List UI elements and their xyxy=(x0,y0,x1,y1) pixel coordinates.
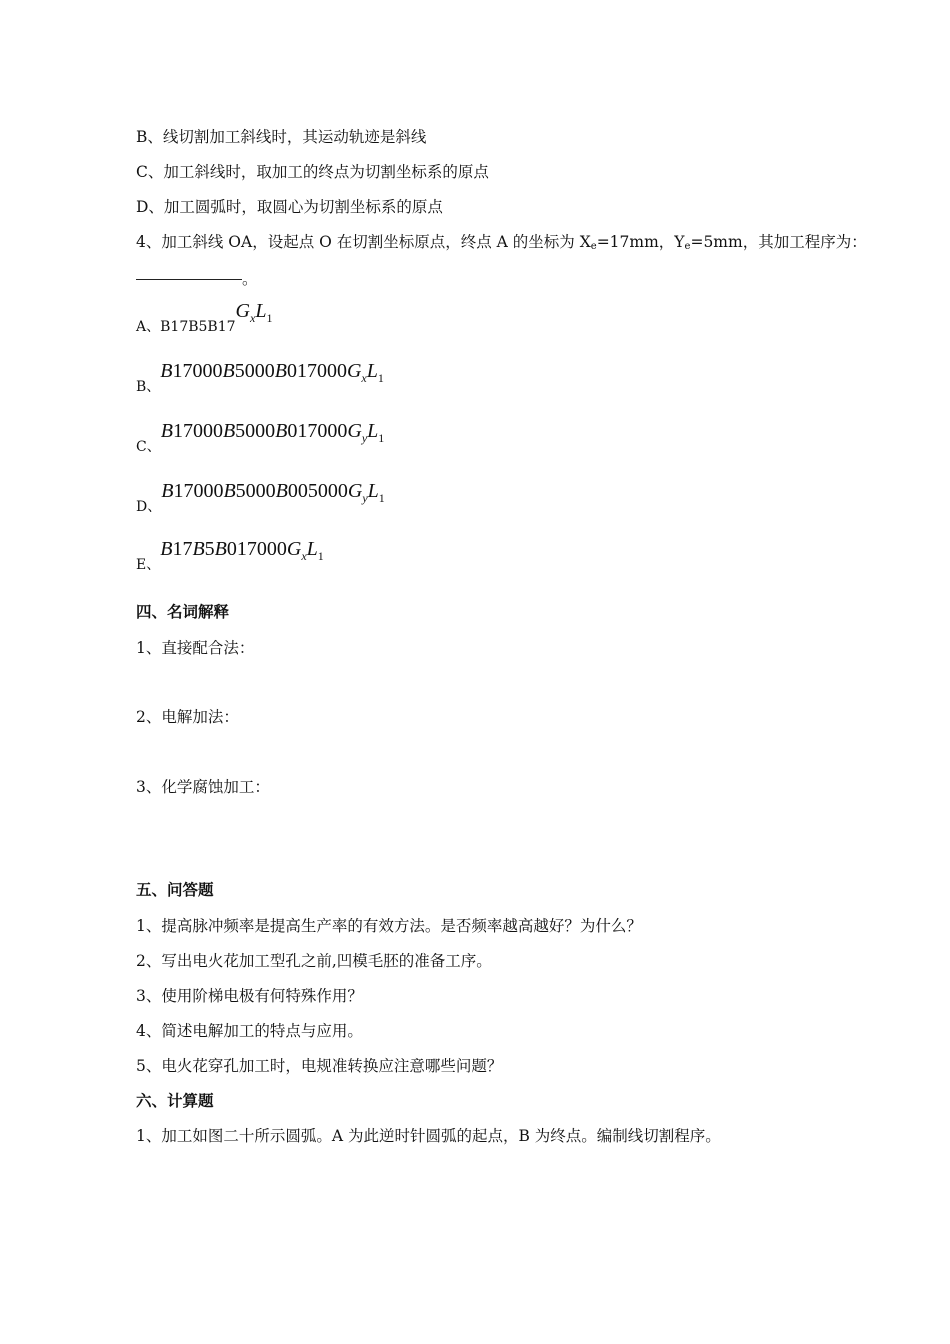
g-subscript: x xyxy=(249,311,256,325)
option-b-text: B、线切割加工斜线时，其运动轨迹是斜线 xyxy=(136,128,427,146)
q4-option-c xyxy=(136,420,385,455)
calc-item-1: 1、加工如图二十所示圆弧。A 为此逆时针圆弧的起点，B 为终点。编制线切割程序。 xyxy=(136,1127,721,1145)
option-c-text: C、加工斜线时，取加工的终点为切割坐标系的原点 xyxy=(136,163,489,181)
question-4-sub-1: e xyxy=(590,241,597,252)
answer-blank-end: 。 xyxy=(242,270,258,288)
q4-option-b xyxy=(136,360,384,395)
q4-option-c-label: C、 xyxy=(136,439,161,455)
q4-option-a xyxy=(136,300,273,335)
q4-option-c-formula: $B17000B5000B017000G_yL_1$ xyxy=(160,420,385,445)
section-4-heading: 四、名词解释 xyxy=(136,603,230,621)
qa-item-5: 5、电火花穿孔加工时，电规准转换应注意哪些问题？ xyxy=(136,1057,503,1075)
q4-option-e-label: E、 xyxy=(136,557,161,573)
question-4-text-2: =17mm，Y xyxy=(596,233,685,251)
section-5-heading: 五、问答题 xyxy=(136,881,214,899)
question-4-text-3: =5mm，其加工程序为： xyxy=(690,233,867,251)
qa-item-2: 2、写出电火花加工型孔之前,凹模毛胚的准备工序。 xyxy=(136,952,492,970)
section-6-heading: 六、计算题 xyxy=(136,1092,214,1110)
q4-option-a-formula xyxy=(235,300,273,325)
q4-option-a-prefix: B17B5B17 xyxy=(160,319,236,335)
question-4-text-1: 4、加工斜线 OA，设起点 O 在切割坐标原点，终点 A 的坐标为 X xyxy=(136,233,591,251)
q4-option-a-label: A、 xyxy=(136,319,161,335)
question-4 xyxy=(136,232,867,257)
question-4-sub-2: e xyxy=(684,241,691,252)
g-symbol: G xyxy=(235,300,250,322)
option-d-text: D、加工圆弧时，取圆心为切割坐标系的原点 xyxy=(136,198,443,216)
qa-item-4: 4、简述电解加工的特点与应用。 xyxy=(136,1022,363,1040)
qa-item-3: 3、使用阶梯电极有何特殊作用？ xyxy=(136,987,363,1005)
q4-option-e-formula: $B17B5B017000G_xL_1$ xyxy=(160,538,324,563)
qa-item-1: 1、提高脉冲频率是提高生产率的有效方法。是否频率越高越好？为什么？ xyxy=(136,917,642,935)
answer-blank xyxy=(136,279,242,280)
q4-option-d xyxy=(136,480,385,515)
l-symbol: L xyxy=(255,300,267,322)
q4-option-d-formula: $B17000B5000B005000G_yL_1$ xyxy=(161,480,385,505)
answer-blank-line xyxy=(136,269,258,289)
q4-option-b-label: B、 xyxy=(136,379,161,395)
term-item-2: 2、电解加法： xyxy=(136,708,239,726)
q4-option-e xyxy=(136,538,324,573)
q4-option-d-label: D、 xyxy=(136,499,162,515)
term-item-3: 3、化学腐蚀加工： xyxy=(136,778,270,796)
q4-option-b-formula: $B17000B5000B017000G_xL_1$ xyxy=(160,360,384,385)
term-item-1: 1、直接配合法： xyxy=(136,639,255,657)
l-subscript: 1 xyxy=(266,311,273,325)
